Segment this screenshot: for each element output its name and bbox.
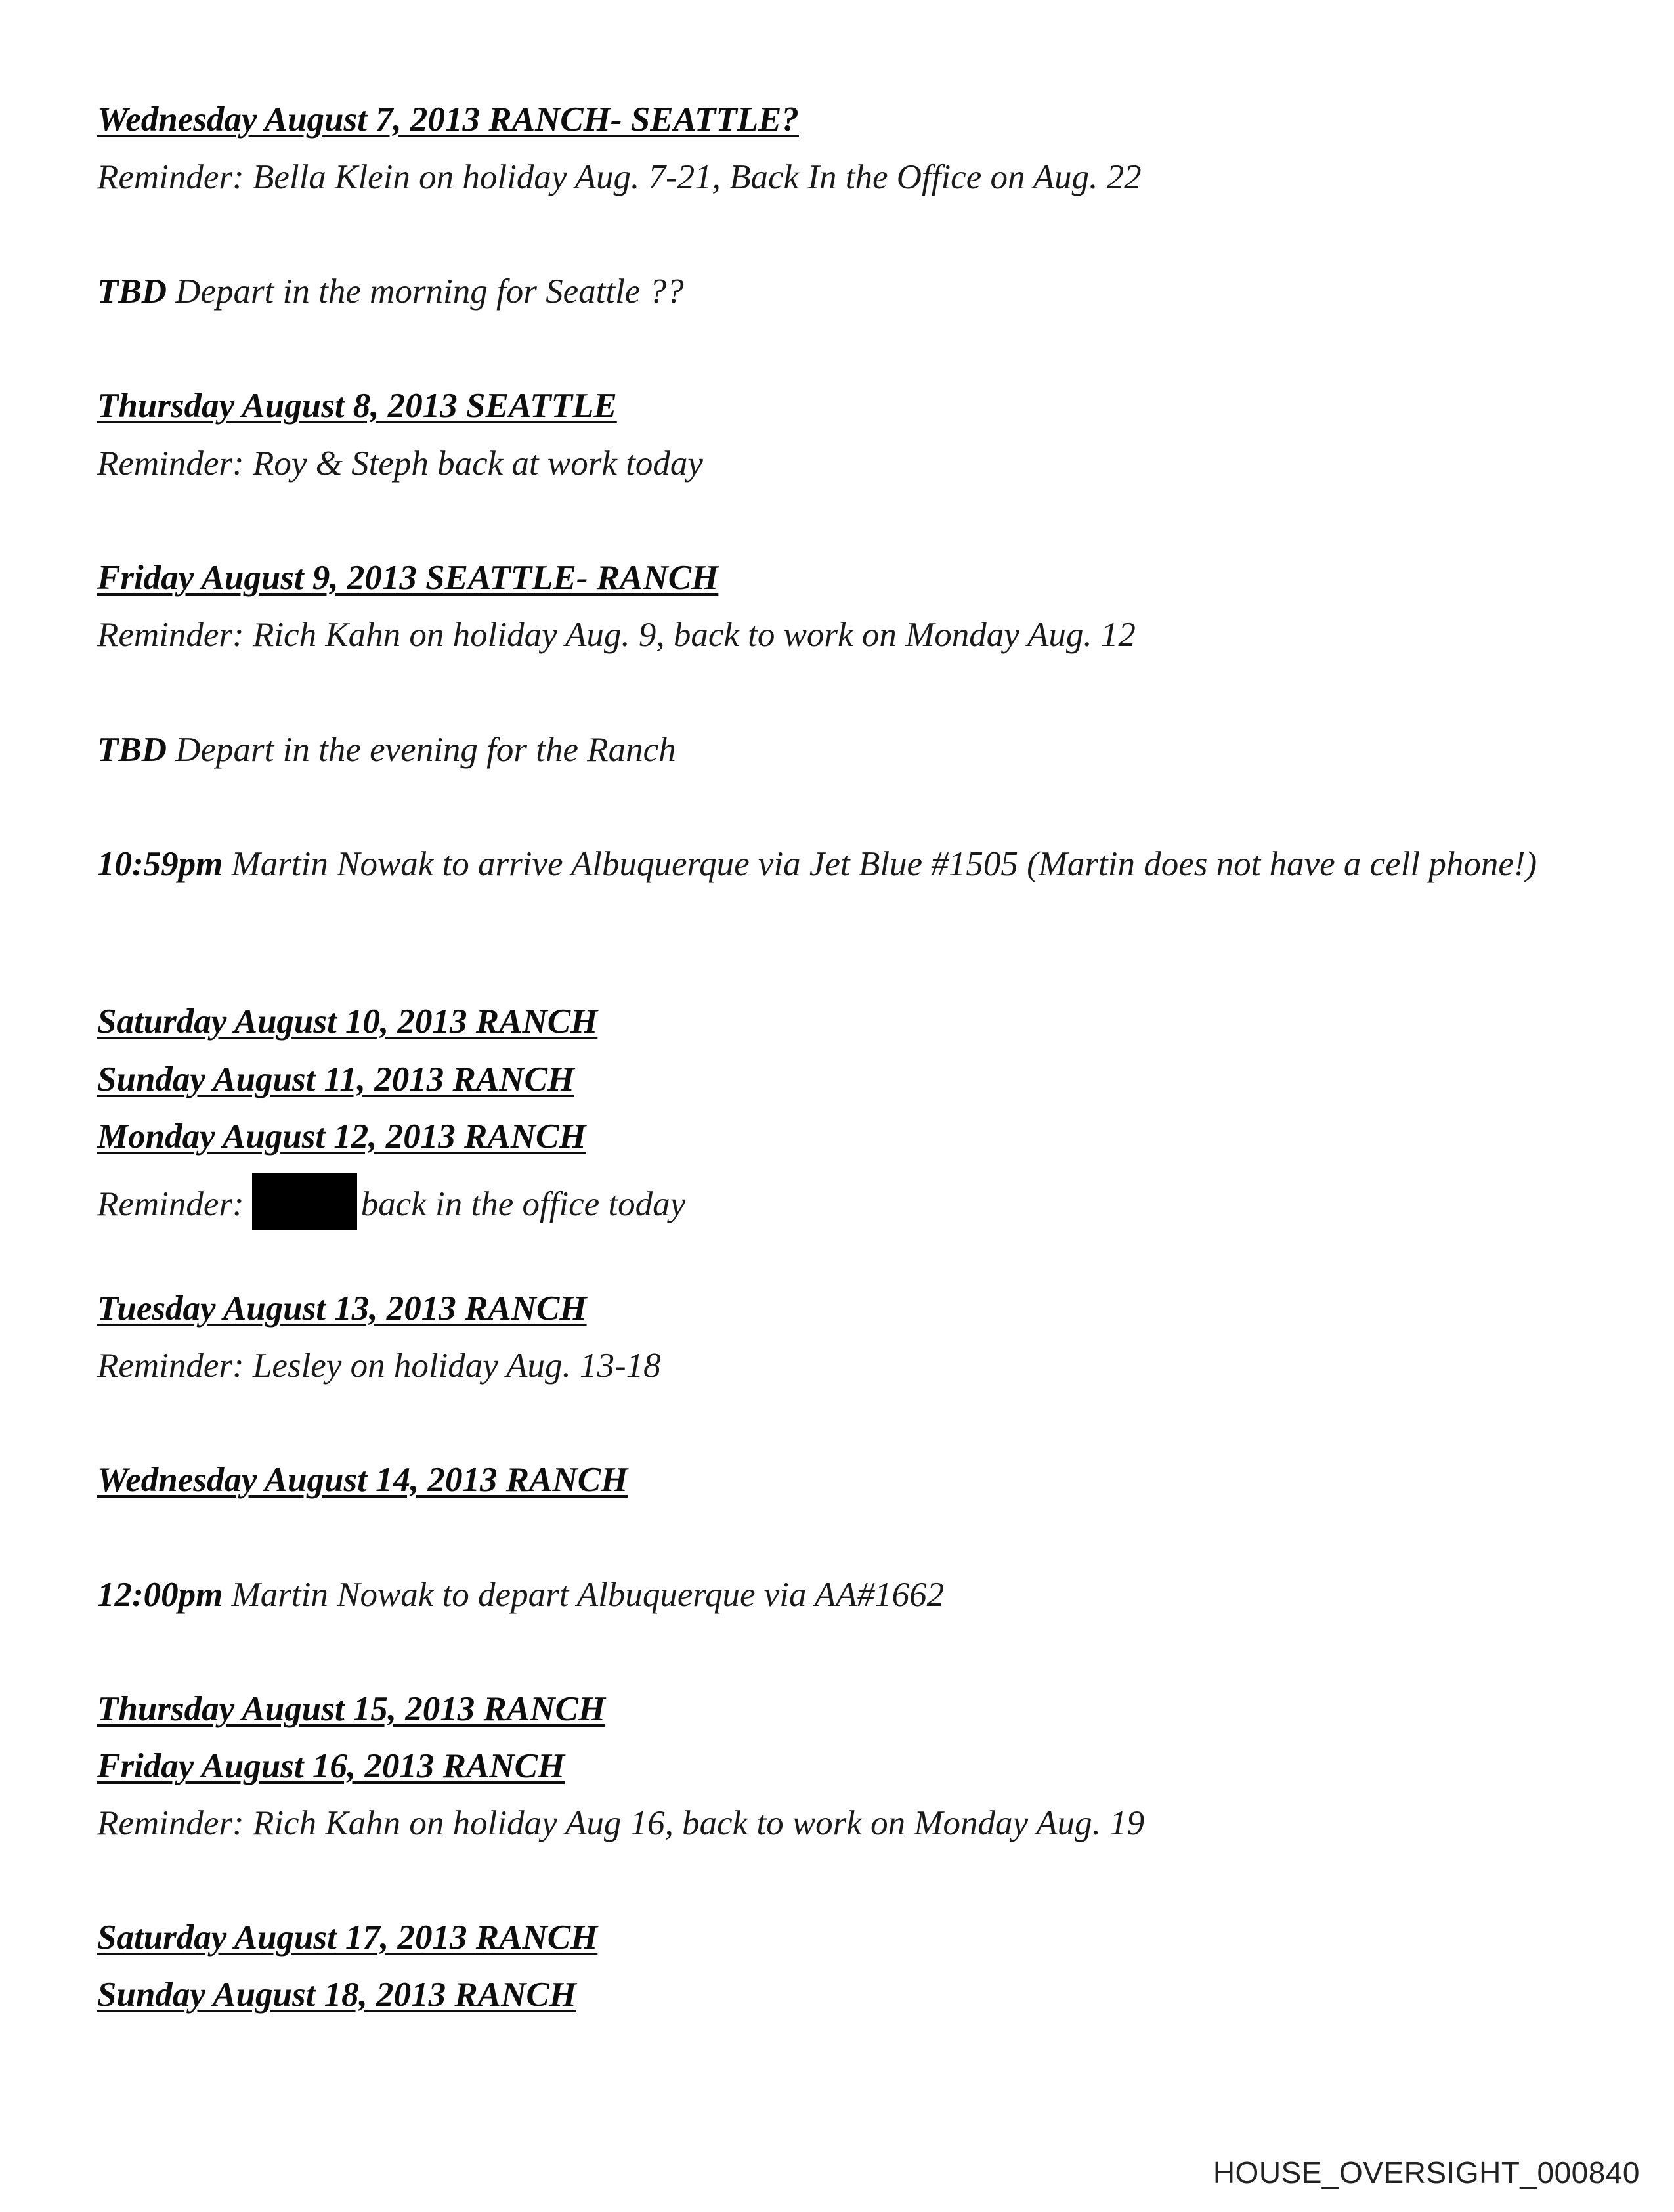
reminder-bella-klein: Reminder: Bella Klein on holiday Aug. 7-21, Back In the Office on Aug. 22 <box>97 158 1142 196</box>
entry-time: 12:00pm <box>97 1576 223 1614</box>
date-heading-aug-9: Friday August 9, 2013 SEATTLE- RANCH <box>97 559 719 597</box>
reminder-redacted <box>97 1173 685 1230</box>
entry-depart-seattle <box>97 271 684 313</box>
redaction-box <box>252 1173 357 1230</box>
reminder-rich-kahn-aug-9: Reminder: Rich Kahn on holiday Aug. 9, back to work on Monday Aug. 12 <box>97 616 1136 654</box>
date-heading-aug-13: Tuesday August 13, 2013 RANCH <box>97 1290 587 1328</box>
date-heading-aug-14: Wednesday August 14, 2013 RANCH <box>97 1461 628 1499</box>
entry-text: Depart in the evening for the Ranch <box>167 731 676 769</box>
entry-depart-ranch <box>97 729 676 771</box>
bates-number: HOUSE_OVERSIGHT_000840 <box>1213 2156 1640 2190</box>
reminder-prefix: Reminder: <box>97 1185 244 1223</box>
date-heading-aug-15: Thursday August 15, 2013 RANCH <box>97 1690 606 1728</box>
date-heading-aug-11: Sunday August 11, 2013 RANCH <box>97 1060 575 1098</box>
entry-time: TBD <box>97 272 167 311</box>
entry-text: Martin Nowak to depart Albuquerque via AA#1662 <box>223 1576 945 1614</box>
reminder-roy-steph: Reminder: Roy & Steph back at work today <box>97 445 703 483</box>
date-heading-aug-16: Friday August 16, 2013 RANCH <box>97 1747 565 1785</box>
date-heading-aug-7: Wednesday August 7, 2013 RANCH- SEATTLE? <box>97 100 799 139</box>
entry-time: TBD <box>97 731 167 769</box>
date-heading-aug-17: Saturday August 17, 2013 RANCH <box>97 1919 598 1957</box>
reminder-lesley: Reminder: Lesley on holiday Aug. 13-18 <box>97 1347 661 1385</box>
date-heading-aug-8: Thursday August 8, 2013 SEATTLE <box>97 387 617 425</box>
reminder-rich-kahn-aug-16: Reminder: Rich Kahn on holiday Aug 16, back to work on Monday Aug. 19 <box>97 1804 1145 1842</box>
date-heading-aug-10: Saturday August 10, 2013 RANCH <box>97 1003 598 1041</box>
reminder-suffix: back in the office today <box>360 1185 686 1223</box>
entry-martin-arrive <box>97 843 1568 885</box>
entry-martin-depart <box>97 1574 944 1616</box>
date-heading-aug-12: Monday August 12, 2013 RANCH <box>97 1117 586 1156</box>
entry-text: Martin Nowak to arrive Albuquerque via Jet Blue #1505 (Martin does not have a cell phone!) <box>223 845 1537 883</box>
date-heading-aug-18: Sunday August 18, 2013 RANCH <box>97 1976 576 2014</box>
entry-text: Depart in the morning for Seattle ?? <box>167 272 684 311</box>
entry-time: 10:59pm <box>97 845 223 883</box>
